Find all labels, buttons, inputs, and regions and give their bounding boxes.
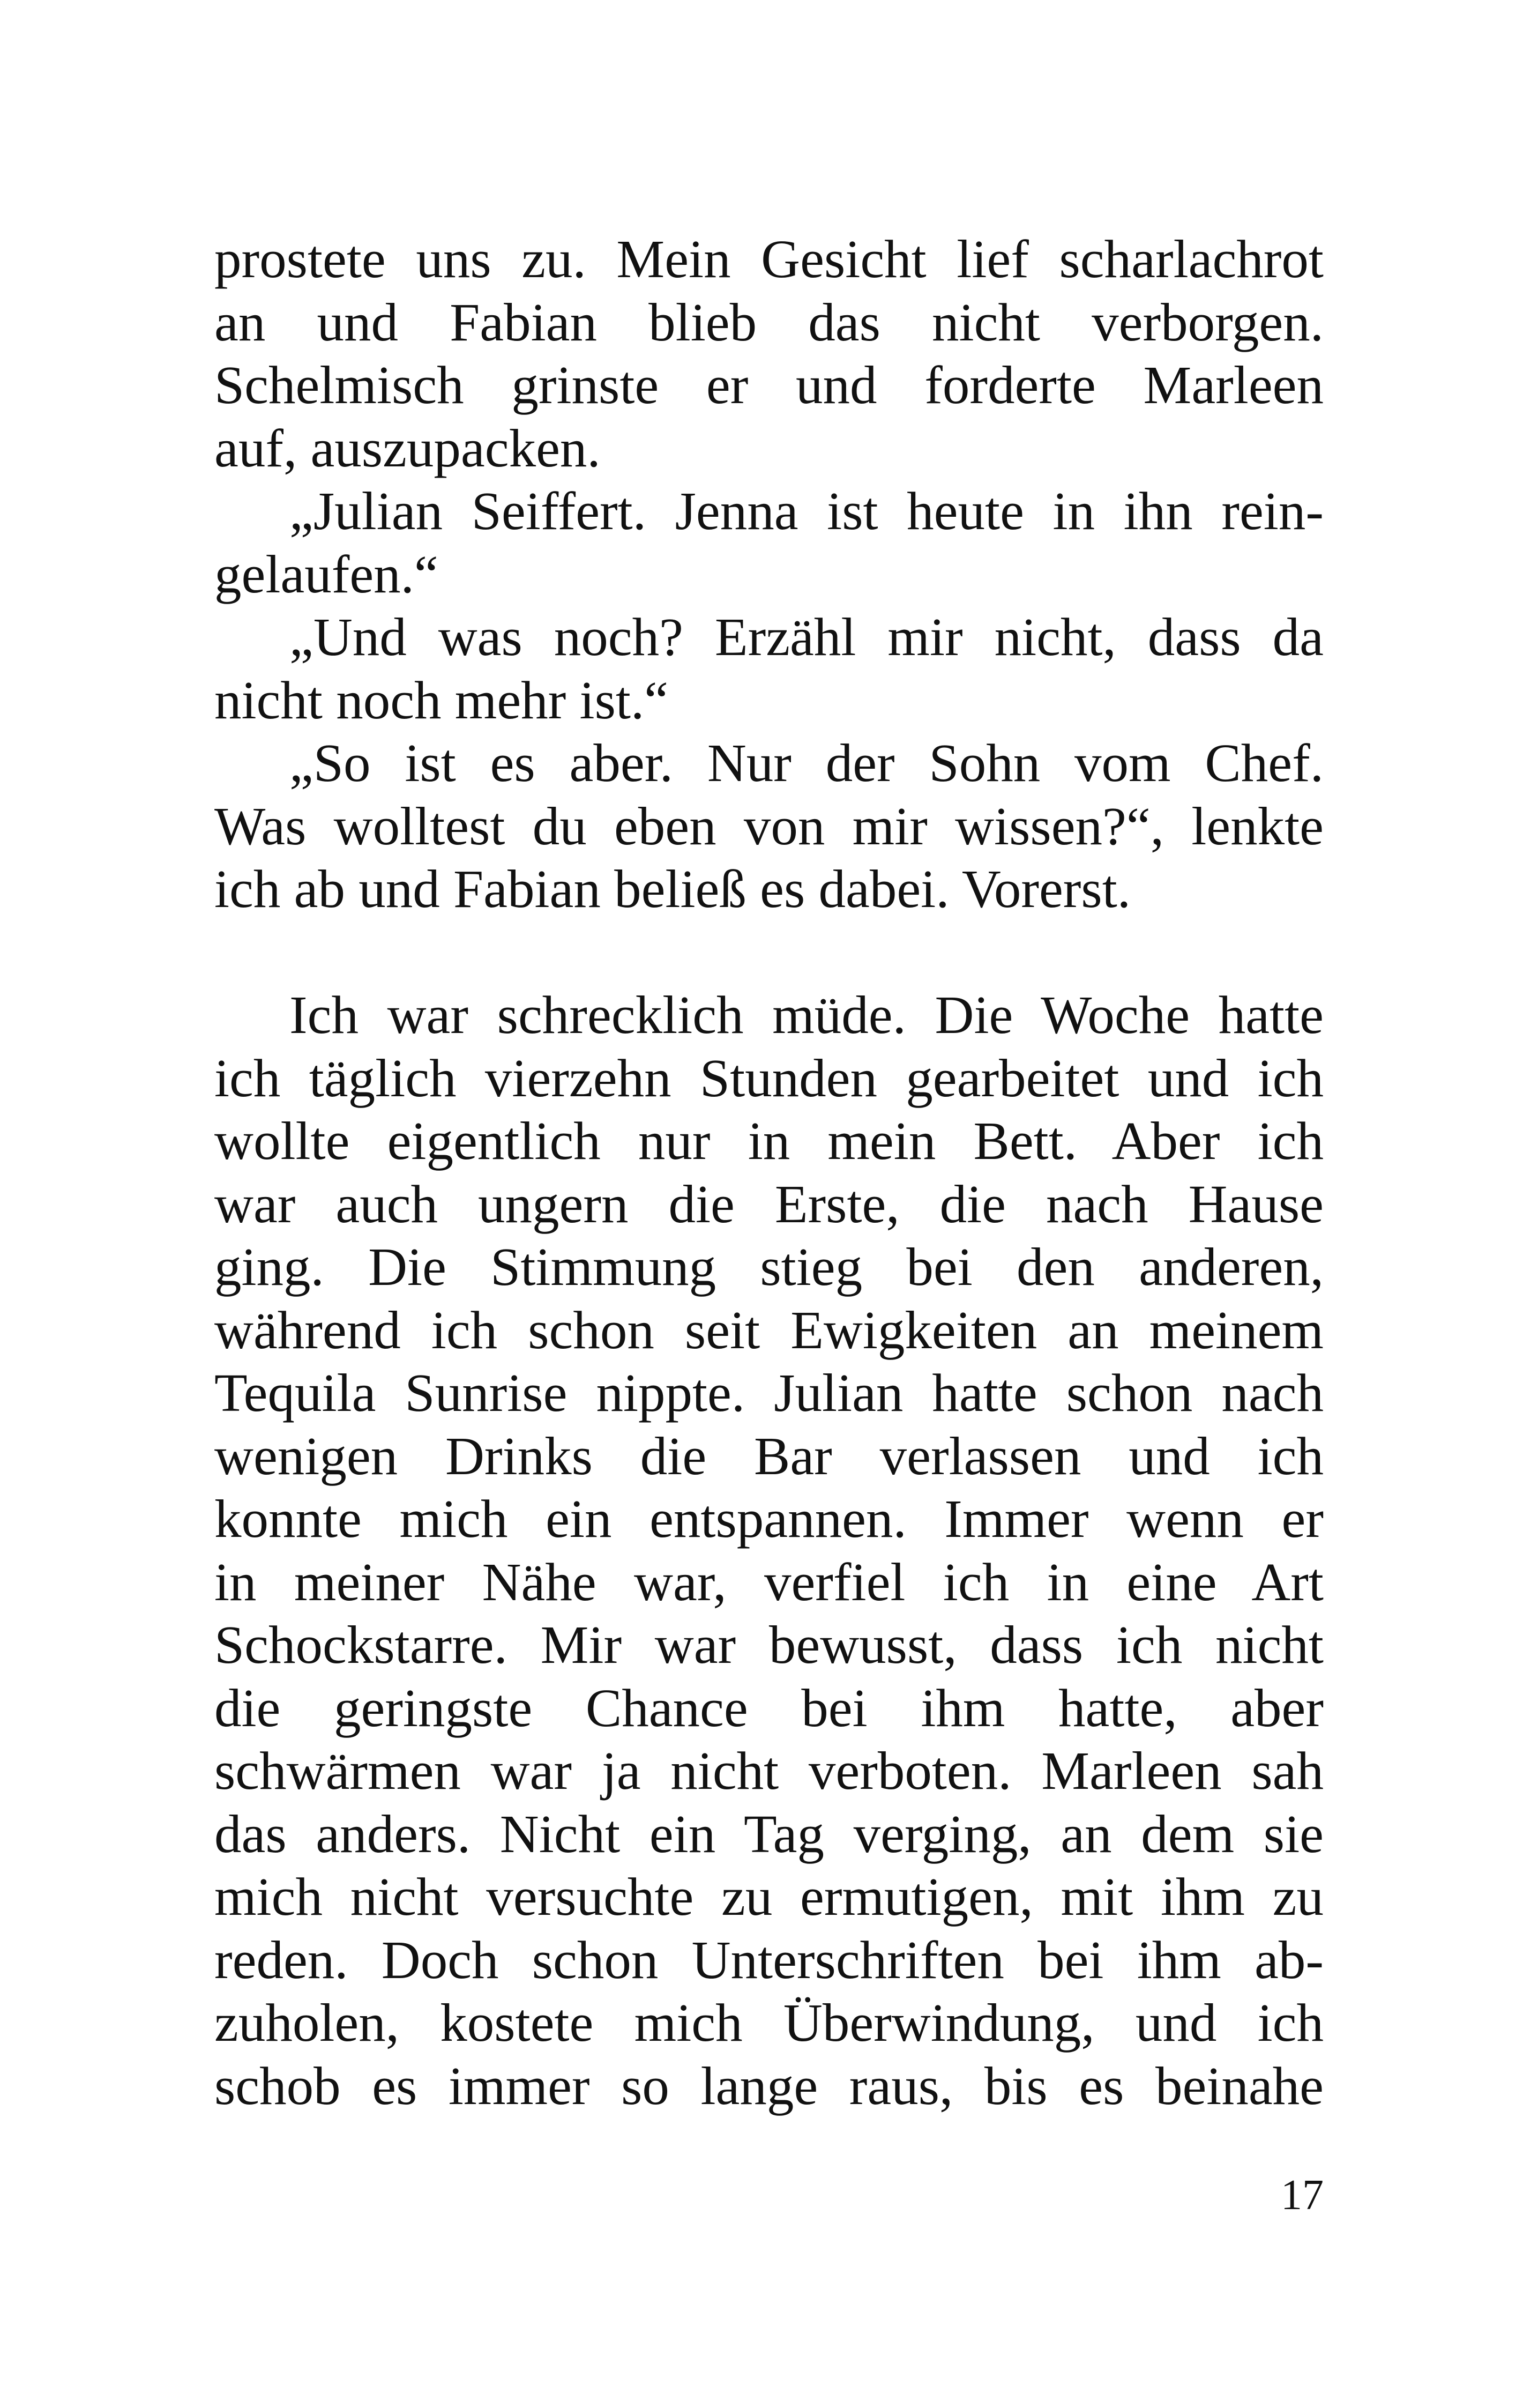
text-line: ging. Die Stimmung stieg bei den anderen, <box>214 1237 1324 1297</box>
text-line: „Und was noch? Erzähl mir nicht, dass da <box>289 607 1324 667</box>
text-line: wenigen Drinks die Bar verlassen und ich <box>214 1425 1324 1486</box>
text-line: „So ist es aber. Nur der Sohn vom Chef. <box>289 733 1324 793</box>
text-line: Schockstarre. Mir war bewusst, dass ich nicht <box>214 1615 1324 1675</box>
text-line: in meiner Nähe war, verfiel ich in eine Art <box>214 1551 1324 1612</box>
text-line: gelaufen.“ <box>214 544 438 604</box>
text-line: während ich schon seit Ewigkeiten an meinem <box>214 1299 1324 1360</box>
text-line: Ich war schrecklich müde. Die Woche hatte <box>289 985 1324 1045</box>
text-line: zuholen, kostete mich Überwindung, und ich <box>214 1993 1324 2053</box>
text-line: war auch ungern die Erste, die nach Hause <box>214 1173 1324 1234</box>
text-line: „Julian Seiffert. Jenna ist heute in ihn rein- <box>289 481 1324 541</box>
text-line: nicht noch mehr ist.“ <box>214 670 669 730</box>
text-line: Schelmisch grinste er und forderte Marleen <box>214 355 1324 415</box>
text-line: an und Fabian blieb das nicht verborgen. <box>214 292 1324 352</box>
section-break <box>214 921 1324 984</box>
text-line: ich ab und Fabian beließ es dabei. Vorerst. <box>214 859 1131 919</box>
text-line: konnte mich ein entspannen. Immer wenn er <box>214 1489 1324 1549</box>
text-line: schwärmen war ja nicht verboten. Marleen sah <box>214 1741 1324 1801</box>
text-line: schob es immer so lange raus, bis es beinahe <box>214 2055 1324 2116</box>
text-line: die geringste Chance bei ihm hatte, aber <box>214 1677 1324 1738</box>
body-text <box>214 228 1324 2117</box>
text-line: ich täglich vierzehn Stunden gearbeitet und ich <box>214 1047 1324 1108</box>
text-line: mich nicht versuchte zu ermutigen, mit ihm zu <box>214 1867 1324 1927</box>
text-line: das anders. Nicht ein Tag verging, an dem sie <box>214 1803 1324 1864</box>
text-line: wollte eigentlich nur in mein Bett. Aber ich <box>214 1111 1324 1171</box>
text-line: prostete uns zu. Mein Gesicht lief scharlachrot <box>214 229 1324 289</box>
text-line: auf, auszupacken. <box>214 418 601 478</box>
text-line: reden. Doch schon Unterschriften bei ihm ab- <box>214 1929 1324 1990</box>
page-number: 17 <box>1281 2172 1324 2219</box>
text-line: Was wolltest du eben von mir wissen?“, lenkte <box>214 796 1324 856</box>
text-line: Tequila Sunrise nippte. Julian hatte schon nach <box>214 1363 1324 1423</box>
